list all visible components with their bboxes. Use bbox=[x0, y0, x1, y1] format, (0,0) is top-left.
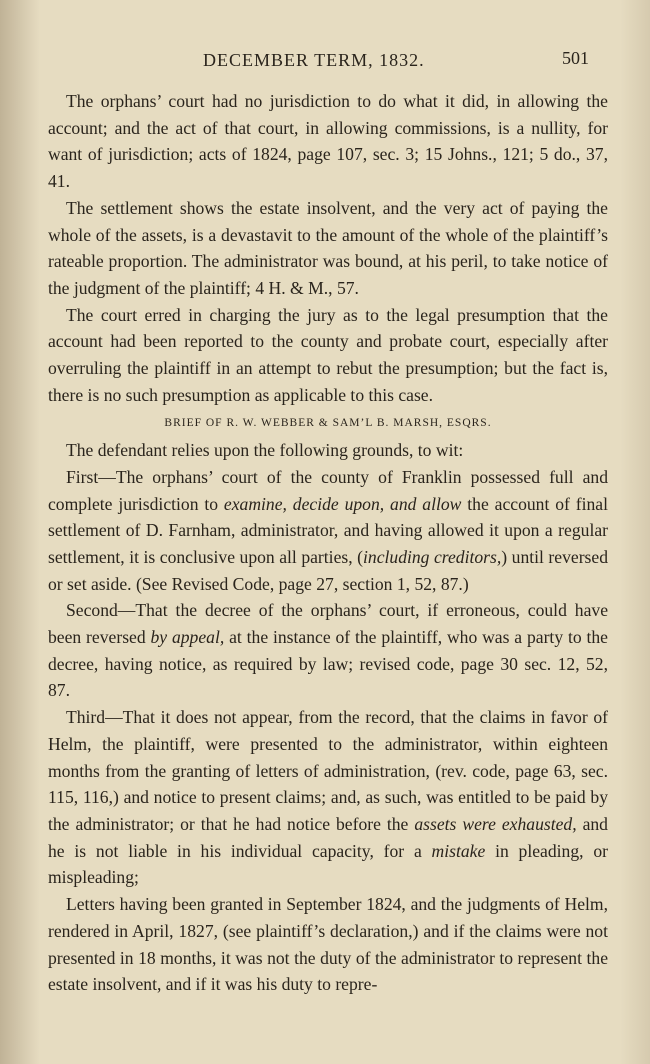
paragraph-1: The orphans’ court had no jurisdiction to do what it did, in allowing the account; and the act of that court, in allowing commissions, is a nullity, for want of jurisdiction; acts of 1824, page 107, sec. 3; 15 Johns., 121; 5 do., 37, 41. bbox=[48, 91, 608, 192]
first-ground-emphasis-1: examine, decide upon, and allow bbox=[223, 493, 462, 514]
paragraph-4: The defendant relies upon the following grounds, to wit: bbox=[66, 440, 464, 461]
first-ground-text-a: First—The orphans’ court of the county of Franklin possessed full and complete jurisdiction to bbox=[48, 466, 608, 514]
third-ground-text-a: Third—That it does not appear, from the record, that the claims in favor of Helm, the plaintiff, were presented to the administrator, within eighteen months from the granting of letters of administration, (rev. code, page 63, sec. 115, 116,) and notice to present claims; and, as such, was entitled to be paid by the administrator; or that he had notice before the bbox=[48, 707, 608, 834]
third-ground-text-b: and he is not liable in his individual capacity, for a bbox=[48, 813, 608, 861]
third-ground-text-c: in pleading, or mispleading; bbox=[48, 840, 608, 888]
paragraph-third-ground bbox=[48, 704, 608, 891]
paragraph-2: The settlement shows the estate insolvent, and the very act of paying the whole of the assets, is a devastavit to the amount of the whole of the plaintiff’s rateable proportion. The administrator was bound, at his peril, to take notice of the judgment of the plaintiff; 4 H. & M., 57. bbox=[48, 197, 608, 298]
paragraph-8: Letters having been granted in September 1824, and the judgments of Helm, rendered in April, 1827, (see plaintiff’s declaration,) and if the claims were not presented in 18 months, it was not the duty of the administrator to represent the estate insolvent, and if it was his duty to repre- bbox=[48, 894, 608, 995]
page-body bbox=[48, 88, 608, 998]
second-ground-emphasis-1: by appeal, bbox=[150, 627, 225, 648]
paragraph-second-ground bbox=[48, 597, 608, 704]
paragraph-first-ground bbox=[48, 464, 608, 598]
first-ground-text-c: ) until reversed or set aside. (See Revised Code, page 27, section 1, 52, 87.) bbox=[48, 546, 609, 594]
running-head: DECEMBER TERM, 1832. bbox=[203, 50, 425, 70]
first-ground-text-b: the account of final settlement of D. Farnham, administrator, and having allowed it upon a regular settlement, it is conclusive upon all parties, ( bbox=[48, 493, 608, 567]
brief-heading: BRIEF OF R. W. WEBBER & SAM’L B. MARSH, ESQRS. bbox=[164, 417, 492, 430]
paragraph-3: The court erred in charging the jury as to the legal presumption that the account had been reported to the county and probate court, especially after overruling the plaintiff in an attempt to rebut the presumption; but the fact is, there is no such presumption as applicable to this case. bbox=[48, 304, 608, 405]
third-ground-emphasis-2: mistake bbox=[431, 840, 486, 861]
first-ground-emphasis-2: including creditors, bbox=[363, 546, 502, 567]
page-header bbox=[0, 44, 650, 74]
second-ground-text-b: at the instance of the plaintiff, who was a party to the decree, having notice, as required by law; revised code, page 30 sec. 12, 52, 87. bbox=[48, 627, 608, 701]
third-ground-emphasis-1: assets were exhausted, bbox=[414, 813, 577, 834]
page-number: 501 bbox=[562, 48, 589, 68]
second-ground-text-a: Second—That the decree of the orphans’ court, if erroneous, could have been reversed bbox=[48, 600, 608, 648]
